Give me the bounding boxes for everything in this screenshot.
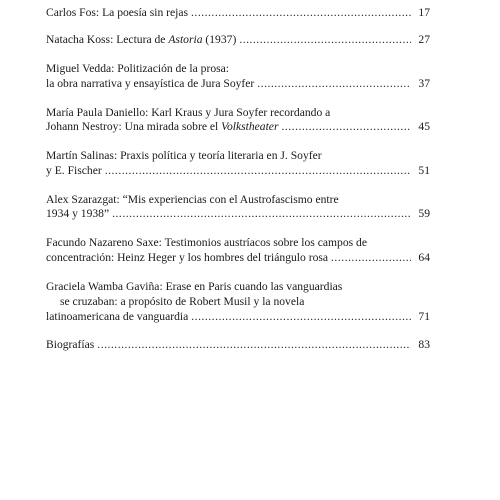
toc-title-continuation: 1934 y 1938” — [46, 207, 110, 220]
toc-entry — [46, 6, 430, 19]
toc-page-number: 59 — [418, 207, 430, 220]
toc-page-number: 64 — [418, 250, 430, 264]
toc-author: Alex Szarazgat: — [46, 192, 120, 206]
toc-entry — [46, 148, 430, 177]
dot-leader — [97, 338, 411, 351]
toc-title-italic: Astoria — [168, 33, 203, 46]
toc-page-number: 17 — [418, 6, 430, 19]
dot-leader — [281, 120, 411, 133]
toc-title: Lectura de — [116, 33, 169, 46]
toc-page-number: 27 — [418, 33, 430, 46]
toc-title-continuation: Johann Nestroy: Una mirada sobre el — [46, 120, 222, 133]
toc-entry — [46, 33, 430, 46]
toc-title-continuation: se cruzaban: a propósito de Robert Musil y la novela — [60, 295, 305, 308]
toc-author: Martín Salinas: — [46, 149, 118, 162]
toc-title: Praxis política y teoría literaria en J. Soyfer — [120, 149, 322, 162]
toc-entry — [46, 235, 430, 264]
dot-leader — [112, 207, 411, 220]
toc-entry — [46, 279, 430, 323]
dot-leader — [191, 310, 411, 323]
toc-entry-last-line — [46, 120, 430, 133]
toc-entry-first-line — [46, 148, 430, 164]
toc-title-italic: Volkstheater — [221, 120, 279, 133]
toc-author: Natacha Koss: — [46, 33, 114, 46]
toc-entry-first-line — [46, 192, 430, 208]
toc-entry — [46, 192, 430, 221]
dot-leader — [331, 251, 411, 264]
toc-page-number: 37 — [418, 76, 430, 90]
toc-title: “Mis experiencias con el Austrofascismo entre — [122, 192, 339, 206]
toc-entry-last-line — [46, 164, 430, 177]
toc-entry-last-line — [46, 251, 430, 264]
toc-entry-last-line — [46, 77, 430, 90]
toc-page-number: 45 — [418, 120, 430, 133]
toc-title: La poesía sin rejas — [102, 6, 189, 19]
toc-title-continuation: concentración: Heinz Heger y los hombres del triángulo rosa — [46, 250, 329, 264]
dot-leader — [105, 164, 411, 177]
toc-entry-last-line — [46, 6, 430, 19]
toc-author: Miguel Vedda: — [46, 62, 115, 75]
toc-page-number: 51 — [418, 163, 430, 177]
toc-title: Erase en Paris cuando las vanguardias — [165, 279, 343, 293]
dot-leader — [239, 33, 411, 46]
toc-author: María Paula Daniello: — [46, 105, 149, 119]
toc-page-number: 71 — [418, 309, 430, 323]
table-of-contents — [46, 6, 430, 366]
toc-entry-last-line — [46, 33, 430, 46]
toc-title: Karl Kraus y Jura Soyfer recordando a — [151, 105, 331, 119]
toc-entry-last-line — [46, 338, 430, 351]
toc-title: Biografías — [46, 337, 95, 351]
toc-entry-first-line — [46, 61, 430, 77]
toc-author: Carlos Fos: — [46, 6, 100, 19]
toc-entry — [46, 61, 430, 90]
toc-entry — [46, 338, 430, 351]
toc-entry-first-line — [46, 105, 430, 121]
toc-title-continuation: la obra narrativa y ensayística de Jura Soyfer — [46, 76, 255, 90]
toc-title: Testimonios austríacos sobre los campos de — [164, 236, 367, 249]
dot-leader — [257, 77, 411, 90]
toc-title-continuation: latinoamericana de vanguardia — [46, 309, 189, 323]
toc-title: Politización de la prosa: — [117, 62, 230, 75]
toc-entry-last-line — [46, 207, 430, 220]
toc-author: Graciela Wamba Gaviña: — [46, 279, 163, 293]
dot-leader — [191, 6, 411, 19]
toc-entry-first-line — [46, 235, 430, 251]
toc-page-number: 83 — [418, 337, 430, 351]
toc-title-continuation: y E. Fischer — [46, 163, 102, 177]
toc-entry — [46, 105, 430, 134]
toc-author: Facundo Nazareno Saxe: — [46, 236, 162, 249]
toc-title-suffix: (1937) — [202, 33, 237, 46]
toc-entry-last-line — [46, 310, 430, 323]
toc-entry-first-line — [46, 279, 430, 295]
